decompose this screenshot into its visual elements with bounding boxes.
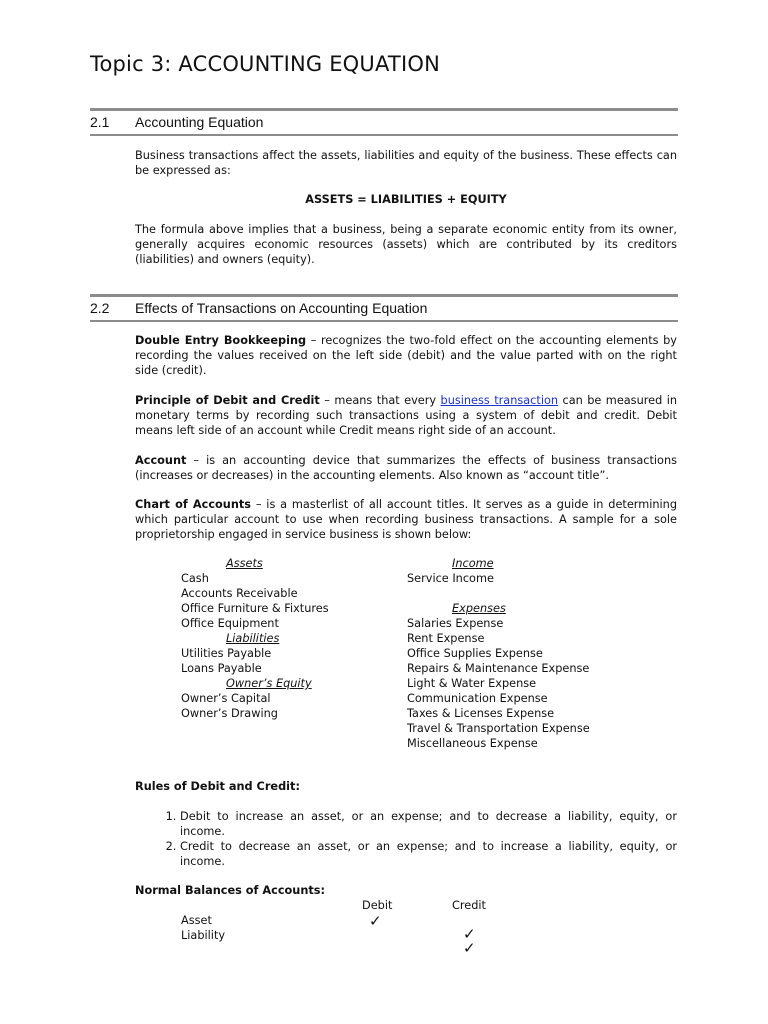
accounts-right-column bbox=[407, 556, 590, 751]
definition: – is a masterlist of all account titles. It serves as a guide in determining which particular account to use when recording business transactions. A sample for a sole proprietorship engaged in service business is shown below: bbox=[135, 498, 678, 541]
normal-balances-heading: Normal Balances of Accounts: bbox=[135, 884, 326, 897]
balance-row-label: Asset bbox=[181, 914, 212, 927]
account-title: Repairs & Maintenance Expense bbox=[407, 662, 590, 675]
rules-heading: Rules of Debit and Credit: bbox=[135, 780, 300, 793]
account-title: Office Equipment bbox=[181, 617, 279, 630]
balance-row-label: Liability bbox=[181, 929, 226, 942]
section-number: 2.1 bbox=[90, 114, 110, 130]
account-title: Miscellaneous Expense bbox=[407, 737, 538, 750]
rule-item: 1. Debit to increase an asset, or an expense; and to decrease a liability, equity, or income. bbox=[180, 809, 677, 839]
account-title: Owner’s Capital bbox=[181, 692, 271, 705]
checkmark-icon: ✓ bbox=[369, 912, 382, 930]
definition: – means that every bbox=[319, 394, 441, 407]
definition: can be measured in monetary terms by recording such transactions using a system of debit and credit. Debit means left side of an account while Credit means right side of an account. bbox=[135, 394, 677, 437]
accounts-left-column bbox=[181, 556, 329, 721]
business-transaction-link[interactable]: business transaction bbox=[440, 394, 559, 407]
account-title: Utilities Payable bbox=[181, 647, 272, 660]
account-title: Rent Expense bbox=[407, 632, 485, 645]
account-title: Communication Expense bbox=[407, 692, 548, 705]
account-title: Owner’s Drawing bbox=[181, 707, 278, 720]
debit-credit-paragraph bbox=[135, 393, 677, 438]
rule-item: 2. Credit to decrease an asset, or an expense; and to increase a liability, equity, or income. bbox=[180, 839, 677, 869]
equity-heading: Owner’s Equity bbox=[226, 677, 312, 690]
section-number: 2.2 bbox=[90, 300, 110, 316]
term: Account bbox=[135, 454, 187, 467]
term: Principle of Debit and Credit bbox=[135, 394, 320, 407]
section-title: Effects of Transactions on Accounting Equation bbox=[135, 300, 428, 316]
section-rule-bottom bbox=[90, 320, 678, 322]
account-title: Service Income bbox=[407, 572, 494, 585]
definition: – recognizes the two-fold effect on the accounting elements by recording the values received on the left side (debit) and the value parted with on the right side (credit). bbox=[135, 334, 677, 377]
account-title: Cash bbox=[181, 572, 209, 585]
accounting-equation: ASSETS = LIABILITIES + EQUITY bbox=[305, 193, 507, 206]
section-title: Accounting Equation bbox=[135, 114, 264, 130]
credit-column-header: Credit bbox=[452, 899, 486, 912]
term: Chart of Accounts bbox=[135, 498, 252, 511]
checkmark-icon: ✓ bbox=[463, 925, 476, 943]
assets-heading: Assets bbox=[226, 557, 263, 570]
checkmark-icon: ✓ bbox=[463, 939, 476, 957]
rules-list bbox=[135, 809, 677, 869]
expenses-heading: Expenses bbox=[452, 602, 506, 615]
section-rule-bottom bbox=[90, 134, 678, 136]
definition: – is an accounting device that summarizes the effects of business transactions (increases or decreases) in the accounting elements. Also known as “account title”. bbox=[135, 454, 677, 482]
section-header-2-2 bbox=[90, 294, 678, 322]
account-title: Taxes & Licenses Expense bbox=[407, 707, 555, 720]
equation-explanation: The formula above implies that a business, being a separate economic entity from its owner, generally acquires economic resources (assets) which are contributed by its creditors (liabilities) and owners (equity). bbox=[135, 223, 677, 266]
account-title: Office Supplies Expense bbox=[407, 647, 543, 660]
income-heading: Income bbox=[452, 557, 494, 570]
term: Double Entry Bookkeeping bbox=[135, 334, 307, 347]
double-entry-paragraph bbox=[135, 333, 677, 378]
intro-paragraph: Business transactions affect the assets, liabilities and equity of the business. These effects can be expressed as: bbox=[135, 149, 677, 177]
account-title: Loans Payable bbox=[181, 662, 262, 675]
account-title: Office Furniture & Fixtures bbox=[181, 602, 329, 615]
chart-of-accounts-paragraph bbox=[135, 497, 677, 542]
account-title: Travel & Transportation Expense bbox=[407, 722, 590, 735]
account-paragraph bbox=[135, 453, 677, 483]
page-title: Topic 3: ACCOUNTING EQUATION bbox=[90, 52, 440, 76]
liabilities-heading: Liabilities bbox=[226, 632, 280, 645]
account-title: Accounts Receivable bbox=[181, 587, 298, 600]
account-title: Light & Water Expense bbox=[407, 677, 537, 690]
section-header-2-1 bbox=[90, 108, 678, 136]
debit-column-header: Debit bbox=[362, 899, 393, 912]
account-title: Salaries Expense bbox=[407, 617, 504, 630]
